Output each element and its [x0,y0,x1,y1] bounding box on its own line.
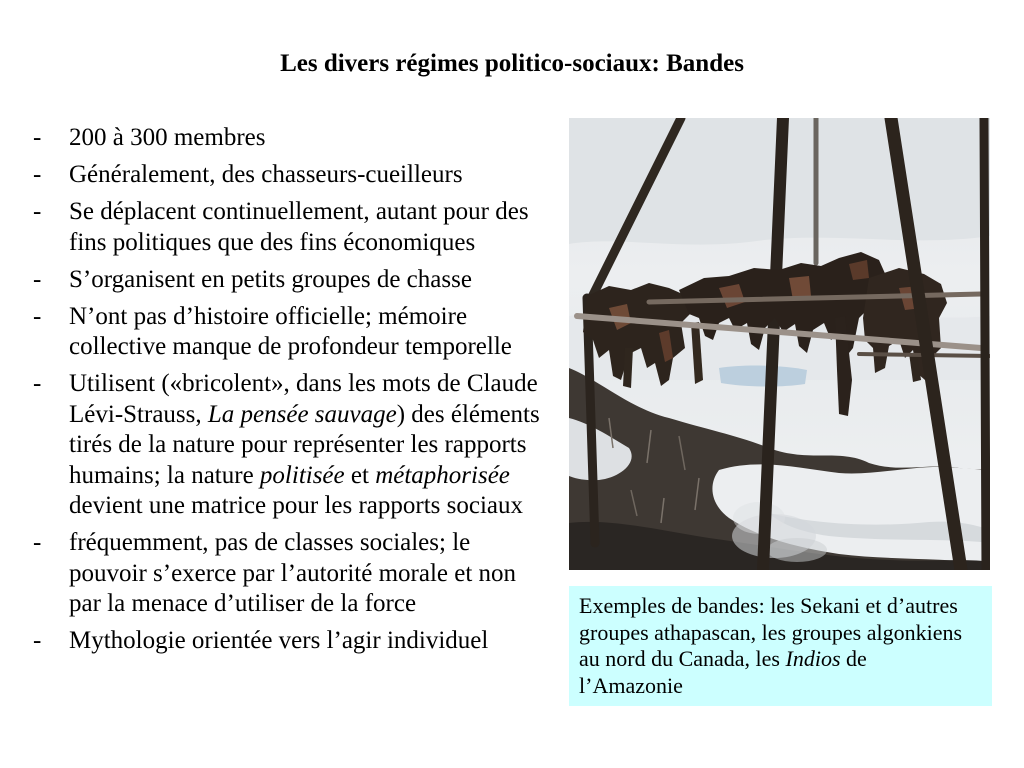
bullet-marker: - [33,529,42,556]
bullet-item [33,123,547,154]
caption-italic-term: Indios [785,646,841,671]
bullet-marker: - [33,627,42,654]
pole-far-right [984,118,986,570]
bullet-item [33,197,547,258]
bullet-text-part: et [344,461,376,489]
bullet-list [33,123,547,663]
bullet-marker: - [33,124,42,151]
bullet-item [33,626,547,657]
bullet-item [33,265,547,296]
slide-title: Les divers régimes politico-sociaux: Bandes [280,50,744,77]
bullet-text-part: ) des éléments tirés de la nature pour représenter les rapports humains; la nature [69,400,540,489]
photo-drying-rack [569,118,990,570]
bullet-item [33,528,547,620]
bullet-text-part: Utilisent («bricolent», dans les mots de Claude Lévi-Strauss, [69,370,538,428]
bullet-text: S’organisent en petits groupes de chasse [69,265,472,293]
bullet-marker: - [33,302,42,330]
bullet-text: Se déplacent continuellement, autant pour des fins politiques que des fins économiques [69,198,529,256]
photo-drawing [569,118,990,570]
bullet-item [33,160,547,191]
bullet-item [33,369,547,522]
bullet-marker: - [33,265,42,293]
bullet-marker: - [33,198,42,225]
book-title-italic: La pensée sauvage [207,400,397,428]
bullet-marker: - [33,370,42,397]
smoke-puff [767,538,827,562]
bullet-text [69,369,547,522]
caption-text-part: Exemples de bandes: les Sekani et d’autres groupes athapascan, les groupes algonkiens au nord du Canada, les [579,593,963,671]
ice-patch [719,366,807,387]
bullet-item [33,302,547,363]
italic-term: métaphorisée [375,461,510,489]
bullet-text: N’ont pas d’histoire officielle; mémoire collective manque de profondeur temporelle [69,302,512,360]
bullet-text: Mythologie orientée vers l’agir individuel [69,627,489,654]
bullet-text-part: devient une matrice pour les rapports sociaux [69,492,524,519]
caption-text-part: de l’Amazonie [579,646,867,698]
caption-box [569,586,992,706]
bullet-text: Généralement, des chasseurs-cueilleurs [69,161,463,188]
bullet-text: 200 à 300 membres [69,124,266,151]
bullet-text: fréquemment, pas de classes sociales; le pouvoir s’exerce par l’autorité morale et non par la menace d’utiliser de la force [69,529,517,617]
bullet-marker: - [33,161,42,188]
italic-term: politisée [259,461,345,489]
